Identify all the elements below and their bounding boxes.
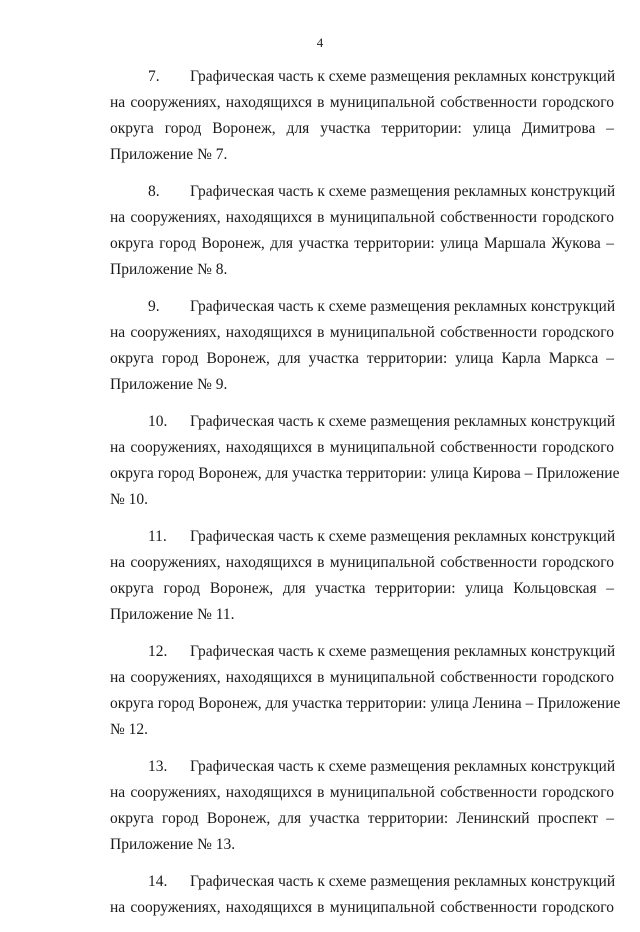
item-first-line	[110, 409, 614, 435]
item-number: 14.	[148, 873, 168, 890]
item-first-line	[110, 869, 614, 895]
list-item	[110, 869, 614, 921]
item-first-line	[110, 524, 614, 550]
item-text-line: на сооружениях, находящихся в муниципальной собственности городского	[110, 94, 614, 111]
item-number: 9.	[148, 298, 160, 315]
list-item	[110, 639, 621, 743]
item-first-line	[110, 179, 614, 205]
list-item	[110, 524, 614, 628]
item-text: Графическая часть к схеме размещения рекламных конструкций	[190, 758, 616, 775]
item-text: Графическая часть к схеме размещения рекламных конструкций	[190, 68, 616, 85]
item-text-line: округа город Воронеж, для участка территории: улица Маршала Жукова –	[110, 235, 614, 252]
item-text-line: на сооружениях, находящихся в муниципальной собственности городского	[110, 669, 614, 686]
item-text-line: округа город Воронеж, для участка территории: улица Кирова – Приложение	[110, 465, 620, 482]
item-text: Графическая часть к схеме размещения рекламных конструкций	[190, 643, 616, 660]
item-text: Графическая часть к схеме размещения рекламных конструкций	[190, 413, 616, 430]
list-item	[110, 754, 614, 858]
item-text-line: на сооружениях, находящихся в муниципальной собственности городского	[110, 784, 614, 801]
list-item	[110, 179, 614, 283]
item-text-line: округа город Воронеж, для участка территории: улица Кольцовская –	[110, 580, 614, 597]
item-text-line: Приложение № 11.	[110, 606, 235, 623]
item-text-line: Приложение № 8.	[110, 261, 228, 278]
item-text: Графическая часть к схеме размещения рекламных конструкций	[190, 298, 616, 315]
list-item	[110, 64, 614, 168]
item-number: 11.	[148, 528, 167, 545]
item-text: Графическая часть к схеме размещения рекламных конструкций	[190, 183, 616, 200]
item-text-line: на сооружениях, находящихся в муниципальной собственности городского	[110, 554, 614, 571]
item-text: Графическая часть к схеме размещения рекламных конструкций	[190, 873, 616, 890]
item-number: 7.	[148, 68, 160, 85]
item-number: 10.	[148, 413, 168, 430]
item-text-line: округа город Воронеж, для участка территории: улица Карла Маркса –	[110, 350, 614, 367]
item-number: 13.	[148, 758, 168, 775]
appendix-list	[110, 64, 621, 932]
item-text-line: № 12.	[110, 721, 149, 738]
item-text-line: Приложение № 9.	[110, 376, 228, 393]
item-text-line: Приложение № 13.	[110, 836, 236, 853]
item-text-line: на сооружениях, находящихся в муниципальной собственности городского	[110, 209, 614, 226]
item-text-line: на сооружениях, находящихся в муниципальной собственности городского	[110, 439, 614, 456]
item-first-line	[110, 754, 614, 780]
item-first-line	[110, 64, 614, 90]
item-number: 12.	[148, 643, 168, 660]
list-item	[110, 294, 614, 398]
item-number: 8.	[148, 183, 160, 200]
item-text-line: на сооружениях, находящихся в муниципальной собственности городского	[110, 324, 614, 341]
item-text-line: округа город Воронеж, для участка территории: улица Димитрова –	[110, 120, 614, 137]
item-first-line	[110, 639, 614, 665]
item-first-line	[110, 294, 614, 320]
list-item	[110, 409, 620, 513]
page-number: 4	[316, 35, 324, 50]
item-text-line: округа город Воронеж, для участка территории: Ленинский проспект –	[110, 810, 614, 827]
item-text-line: округа город Воронеж, для участка территории: улица Ленина – Приложение	[110, 695, 621, 712]
item-text: Графическая часть к схеме размещения рекламных конструкций	[190, 528, 616, 545]
item-text-line: Приложение № 7.	[110, 146, 228, 163]
item-text-line: № 10.	[110, 491, 149, 508]
item-text-line: на сооружениях, находящихся в муниципальной собственности городского	[110, 899, 614, 916]
